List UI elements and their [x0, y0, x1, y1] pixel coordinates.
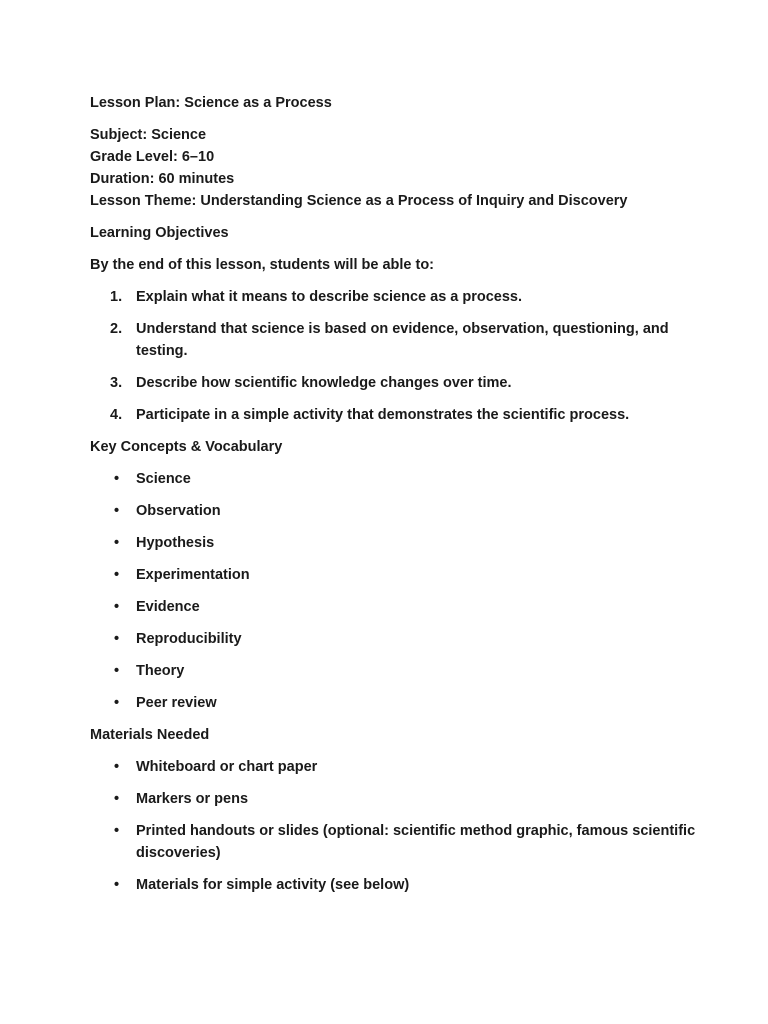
bullet-icon: •: [114, 503, 120, 519]
list-number: 1.: [110, 289, 123, 305]
list-item-text: Printed handouts or slides (optional: scientific method graphic, famous scientific discoveries): [136, 823, 696, 861]
list-item-text: Observation: [136, 503, 221, 519]
bullet-icon: •: [114, 877, 120, 893]
concepts-list: [90, 468, 710, 714]
list-item: [90, 874, 710, 896]
list-item: [90, 318, 710, 362]
list-item: [90, 660, 710, 682]
list-item: [90, 628, 710, 650]
bullet-icon: •: [114, 791, 120, 807]
list-item-text: Markers or pens: [136, 791, 249, 807]
list-item-text: Peer review: [136, 695, 217, 711]
list-item-text: Evidence: [136, 599, 200, 615]
list-number: 4.: [110, 407, 123, 423]
bullet-icon: •: [114, 471, 120, 487]
bullet-icon: •: [114, 599, 120, 615]
document-page: [90, 92, 710, 906]
list-item-text: Hypothesis: [136, 535, 215, 551]
lesson-theme-line: Lesson Theme: Understanding Science as a Process of Inquiry and Discovery: [90, 193, 628, 209]
list-item: [90, 286, 710, 308]
list-item-text: Reproducibility: [136, 631, 242, 647]
list-item-text: Theory: [136, 663, 185, 679]
bullet-icon: •: [114, 663, 120, 679]
list-item-text: Experimentation: [136, 567, 250, 583]
objectives-heading: Learning Objectives: [90, 225, 229, 241]
document-title: Lesson Plan: Science as a Process: [90, 95, 332, 111]
list-item-text: Explain what it means to describe science as a process.: [136, 289, 523, 305]
list-item-text: Science: [136, 471, 191, 487]
list-number: 3.: [110, 375, 123, 391]
bullet-icon: •: [114, 695, 120, 711]
bullet-icon: •: [114, 631, 120, 647]
list-item: [90, 820, 710, 864]
list-item-text: Participate in a simple activity that demonstrates the scientific process.: [136, 407, 630, 423]
list-item: [90, 692, 710, 714]
bullet-icon: •: [114, 535, 120, 551]
materials-heading: Materials Needed: [90, 727, 210, 743]
list-item: [90, 564, 710, 586]
grade-level-line: Grade Level: 6–10: [90, 149, 215, 165]
bullet-icon: •: [114, 567, 120, 583]
bullet-icon: •: [114, 759, 120, 775]
list-item: [90, 404, 710, 426]
list-item: [90, 596, 710, 618]
lesson-info: [90, 124, 710, 212]
duration-line: Duration: 60 minutes: [90, 171, 235, 187]
list-number: 2.: [110, 321, 123, 337]
list-item: [90, 532, 710, 554]
list-item-text: Describe how scientific knowledge changes over time.: [136, 375, 512, 391]
list-item: [90, 500, 710, 522]
list-item-text: Understand that science is based on evidence, observation, questioning, and testing.: [136, 321, 669, 359]
objectives-intro: By the end of this lesson, students will be able to:: [90, 257, 435, 273]
list-item-text: Materials for simple activity (see below): [136, 877, 410, 893]
list-item-text: Whiteboard or chart paper: [136, 759, 318, 775]
list-item: [90, 788, 710, 810]
list-item: [90, 372, 710, 394]
subject-line: Subject: Science: [90, 127, 207, 143]
concepts-heading: Key Concepts & Vocabulary: [90, 439, 283, 455]
bullet-icon: •: [114, 823, 120, 839]
materials-list: [90, 756, 710, 896]
list-item: [90, 468, 710, 490]
objectives-list: [90, 286, 710, 426]
list-item: [90, 756, 710, 778]
